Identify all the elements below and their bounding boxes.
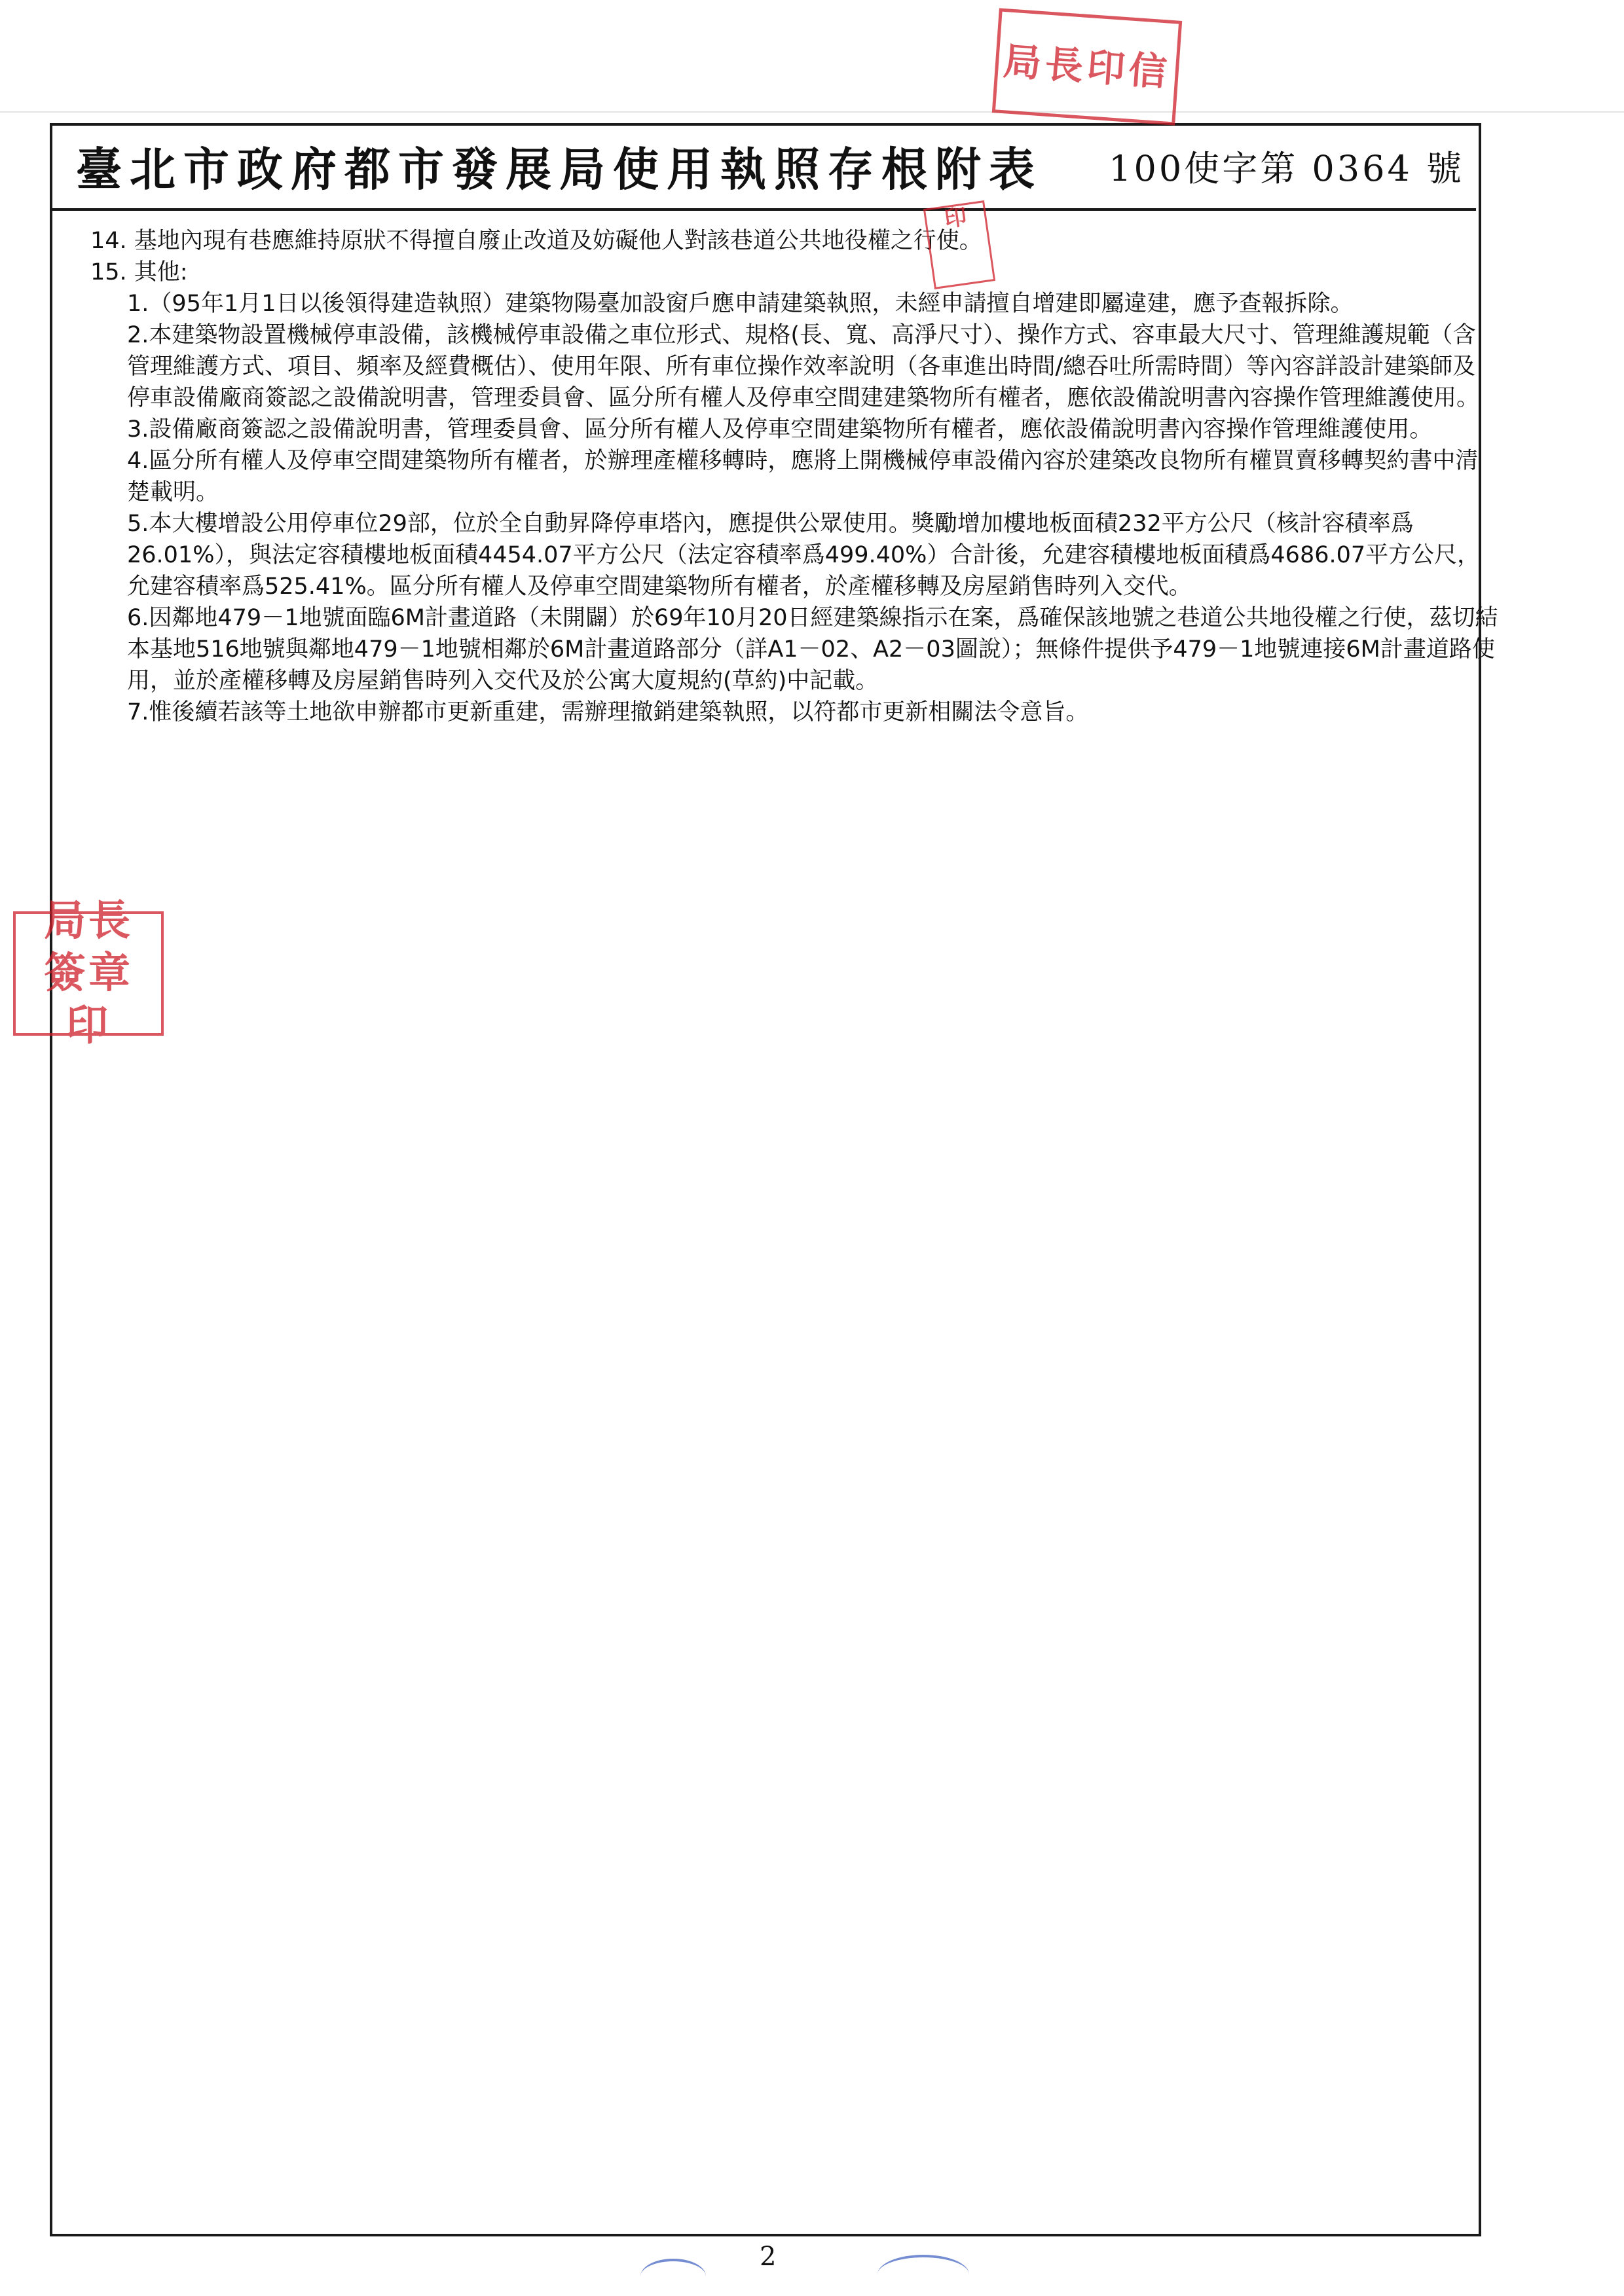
sub-item-1: 1.（95年1月1日以後領得建造執照）建築物陽臺加設窗戶應申請建築執照，未經申請擅自增建即屬違建，應予查報拆除。 (127, 291, 1354, 317)
official-seal-small: 印 (923, 200, 995, 289)
sub-item-3: 3.設備廠商簽認之設備說明書，管理委員會、區分所有權人及停車空間建築物所有權者，應依設備說明書內容操作管理維護使用。 (127, 416, 1433, 443)
permit-number: 100使字第 0364 號 (1109, 147, 1464, 189)
document-title: 臺北市政府都市發展局使用執照存根附表 (76, 141, 1043, 196)
official-seal-top: 局長印信 (992, 8, 1182, 125)
sub-item-6: 6.因鄰地479－1地號面臨6M計畫道路（未開闢）於69年10月20日經建築線指示在案，爲確保該地號之巷道公共地役權之行使，茲切結本基地516地號與鄰地479－1地號相鄰於6M計畫道路部分（詳A1－02、A2－03圖說）；無條件提供予479－1地號連接6M計畫道路使用，並於產權移轉及房屋銷售時列入交代及於公寓大廈規約(草約)中記載。 (127, 605, 1498, 694)
item-15: 15. 其他: (90, 259, 188, 285)
sub-item-2: 2.本建築物設置機械停車設備，該機械停車設備之車位形式、規格(長、寬、高淨尺寸）、操作方式、容車最大尺寸、管理維護規範（含管理維護方式、項目、頻率及經費概估）、使用年限、所有車位操作效率說明（各車進出時間/總吞吐所需時間）等內容詳設計建築師及停車設備廠商簽認之設備說明書，管理委員會、區分所有權人及停車空間建建築物所有權者，應依設備說明書內容操作管理維護使用。 (127, 322, 1480, 411)
item-14: 14. 基地內現有巷應維持原狀不得擅自廢止改道及妨礙他人對該巷道公共地役權之行使。 (90, 228, 982, 254)
sub-item-4: 4.區分所有權人及停車空間建築物所有權者，於辦理產權移轉時，應將上開機械停車設備內容於建築改良物所有權買賣移轉契約書中清楚載明。 (127, 448, 1479, 505)
official-seal-left: 局長 簽章 印 (13, 911, 164, 1036)
bottom-stamp-left (640, 2259, 706, 2294)
sub-item-5: 5.本大樓增設公用停車位29部，位於全自動昇降停車塔內，應提供公眾使用。獎勵增加樓地板面積232平方公尺（核計容積率爲26.01%），與法定容積樓地板面積4454.07平方公尺（法定容積率爲499.40%）合計後，允建容積樓地板面積爲4686.07平方公尺，允建容積率爲525.41%。區分所有權人及停車空間建築物所有權者，於產權移轉及房屋銷售時列入交代。 (127, 511, 1481, 600)
bottom-stamp-right (877, 2255, 969, 2294)
document-header (50, 123, 1476, 211)
sub-item-7: 7.惟後續若該等土地欲申辦都市更新重建，需辦理撤銷建築執照，以符都市更新相關法令意旨。 (127, 699, 1089, 725)
page-number: 2 (760, 2242, 777, 2272)
document-body (90, 225, 1498, 728)
scan-edge-line (0, 111, 1624, 113)
